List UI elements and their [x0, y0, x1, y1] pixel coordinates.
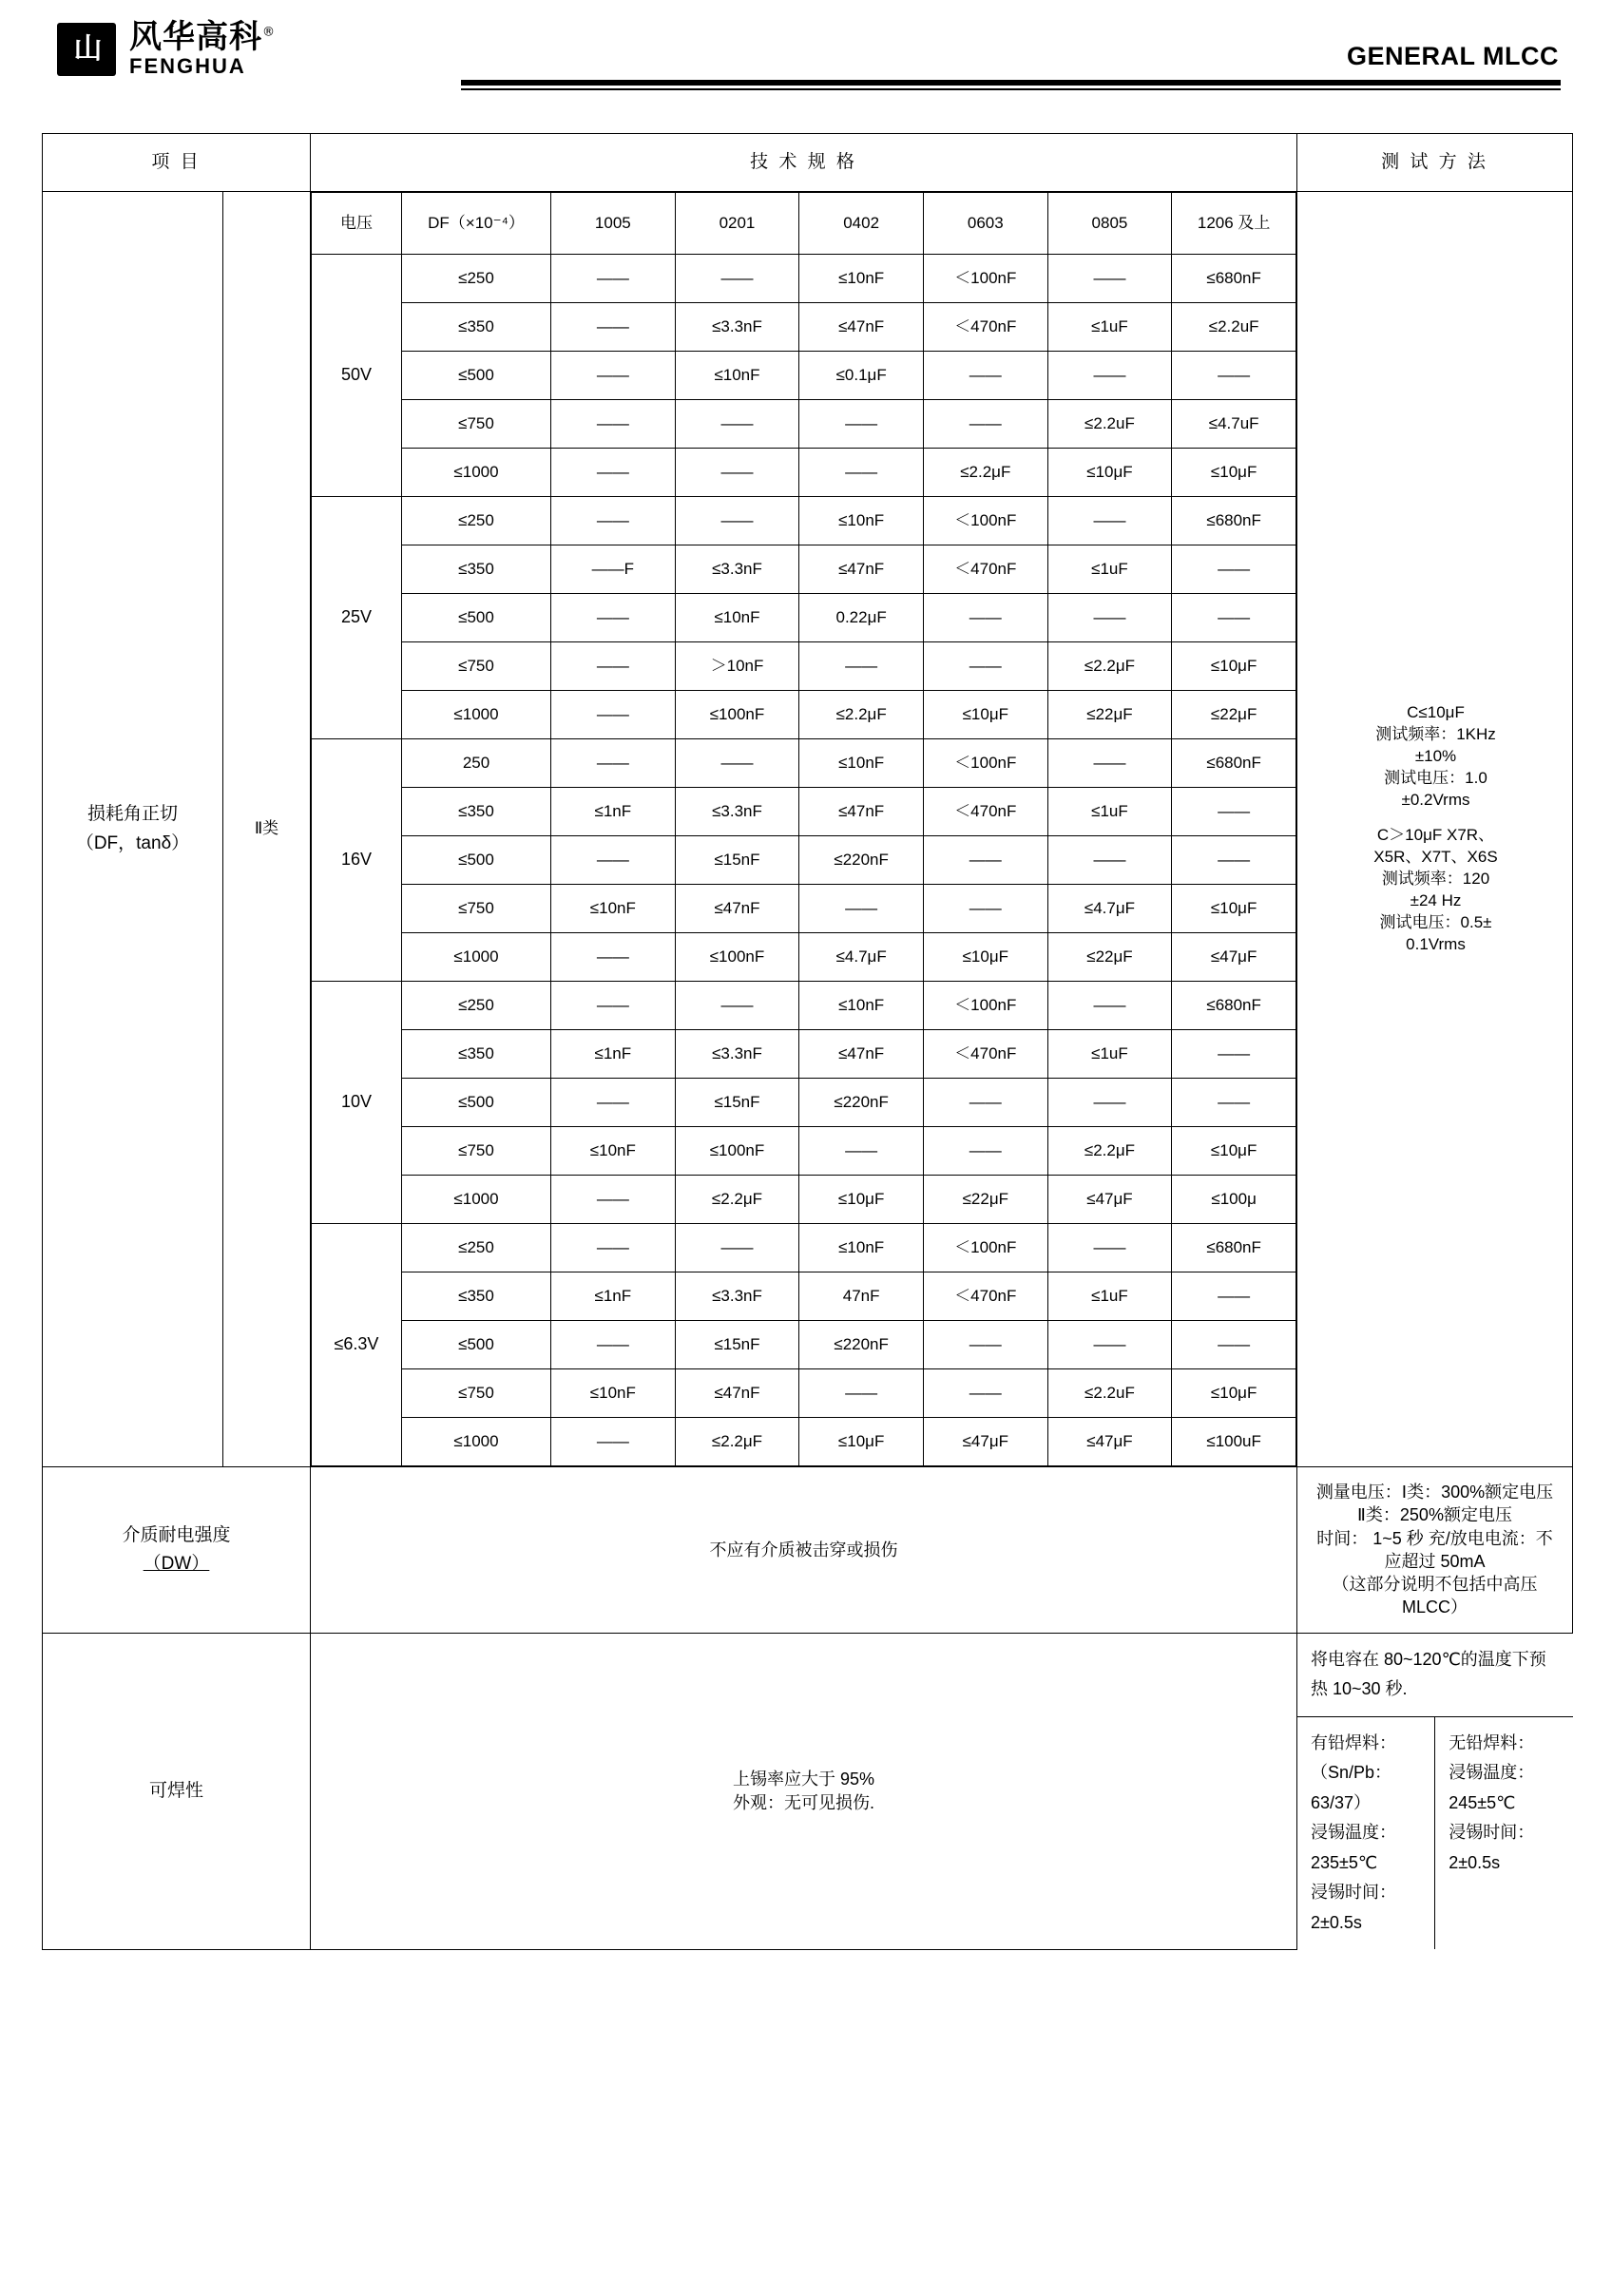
df-value-cell: ≤500: [402, 1079, 551, 1127]
df-size-cell: ≤220nF: [799, 1321, 924, 1369]
df-value-cell: ≤1000: [402, 691, 551, 739]
df-value-cell: ≤500: [402, 594, 551, 642]
df-size-cell: ——: [551, 739, 676, 788]
df-size-cell: ＜470nF: [923, 1030, 1047, 1079]
df-value-cell: ≤750: [402, 1127, 551, 1176]
df-size-cell: ≤2.2μF: [1047, 642, 1172, 691]
df-size-cell: ≤2.2μF: [675, 1176, 799, 1224]
df-size-cell: ≤10nF: [675, 352, 799, 400]
dw-item-label: 介质耐电强度 （DW）: [43, 1467, 311, 1634]
df-size-cell: ≤680nF: [1172, 739, 1296, 788]
df-size-cell: ——: [551, 1418, 676, 1466]
brand-name-en: FENGHUA: [129, 53, 246, 78]
df-value-cell: ≤350: [402, 1030, 551, 1079]
df-col-header: 0805: [1047, 193, 1172, 255]
df-size-cell: ≤3.3nF: [675, 303, 799, 352]
df-value-cell: ≤750: [402, 642, 551, 691]
df-size-cell: ——: [799, 449, 924, 497]
method-line: 无铅焊料：: [1449, 1732, 1535, 1752]
df-size-cell: ——: [923, 1369, 1047, 1418]
df-size-cell: ——: [1172, 788, 1296, 836]
df-data-row: [312, 885, 1296, 933]
df-data-row: [312, 933, 1296, 982]
df-size-cell: ——: [1047, 594, 1172, 642]
df-size-cell: ——: [1047, 836, 1172, 885]
df-size-cell: ＜470nF: [923, 1272, 1047, 1321]
dw-method-cell: [1297, 1467, 1573, 1634]
df-data-row: [312, 497, 1296, 545]
df-size-cell: ≤10μF: [1172, 885, 1296, 933]
logo-glyph: 山: [73, 31, 100, 66]
df-size-cell: ——: [551, 933, 676, 982]
df-size-cell: ≤10nF: [799, 739, 924, 788]
df-value-cell: ≤350: [402, 1272, 551, 1321]
df-size-cell: ＜470nF: [923, 788, 1047, 836]
df-col-header: 0603: [923, 193, 1047, 255]
df-value-cell: ≤1000: [402, 1418, 551, 1466]
df-size-cell: ≤47nF: [799, 788, 924, 836]
df-data-row: [312, 739, 1296, 788]
df-data-row: [312, 788, 1296, 836]
df-data-row: [312, 255, 1296, 303]
method-line: ±0.2Vrms: [1401, 791, 1470, 810]
df-size-cell: ——: [799, 1127, 924, 1176]
df-value-cell: ≤500: [402, 1321, 551, 1369]
df-size-cell: ≤10nF: [675, 594, 799, 642]
df-size-cell: ——: [675, 1224, 799, 1272]
df-data-row: [312, 691, 1296, 739]
df-size-cell: ≤47nF: [675, 885, 799, 933]
df-size-cell: ≤15nF: [675, 836, 799, 885]
df-size-cell: ≤1uF: [1047, 1030, 1172, 1079]
df-data-row: [312, 1321, 1296, 1369]
df-size-cell: ≤1uF: [1047, 1272, 1172, 1321]
df-size-cell: ≤2.2μF: [675, 1418, 799, 1466]
df-size-cell: ≤10nF: [799, 497, 924, 545]
df-size-cell: ≤680nF: [1172, 1224, 1296, 1272]
df-voltage-cell: 25V: [312, 497, 402, 739]
df-value-cell: ≤250: [402, 982, 551, 1030]
df-size-cell: ≤22μF: [1047, 691, 1172, 739]
df-size-cell: ——: [1047, 497, 1172, 545]
method-line: C＞10μF X7R、: [1376, 826, 1495, 845]
df-size-cell: ——: [923, 1321, 1047, 1369]
page-header: [38, 18, 1574, 97]
df-size-cell: ——: [799, 1369, 924, 1418]
df-size-cell: ≤2.2uF: [1047, 400, 1172, 449]
method-line: 浸锡时间：2±0.5s: [1449, 1823, 1535, 1872]
method-line: 有铅焊料：（Sn/Pb：63/37）: [1311, 1732, 1396, 1812]
df-data-row: [312, 303, 1296, 352]
df-value-cell: ≤350: [402, 788, 551, 836]
df-size-cell: ——: [1047, 1079, 1172, 1127]
df-size-cell: ——: [551, 836, 676, 885]
df-size-cell: ——: [551, 303, 676, 352]
df-size-cell: ——: [675, 982, 799, 1030]
df-size-cell: ——: [551, 449, 676, 497]
method-line: 浸锡温度：235±5℃: [1311, 1823, 1396, 1872]
df-size-cell: ——: [923, 594, 1047, 642]
df-size-cell: ≤2.2μF: [923, 449, 1047, 497]
df-size-cell: ≤1nF: [551, 1272, 676, 1321]
df-size-cell: ——: [1047, 1224, 1172, 1272]
df-size-cell: ≤10nF: [551, 1127, 676, 1176]
df-size-cell: ≤10nF: [799, 982, 924, 1030]
df-size-cell: ——F: [551, 545, 676, 594]
df-size-cell: ≤2.2μF: [1047, 1127, 1172, 1176]
df-size-cell: ——: [675, 739, 799, 788]
method-line: 测试电压：1.0: [1384, 769, 1487, 788]
df-size-cell: ——: [675, 497, 799, 545]
df-size-cell: ≤220nF: [799, 1079, 924, 1127]
df-size-cell: ≤10μF: [923, 933, 1047, 982]
solder-item-label: 可焊性: [43, 1633, 311, 1949]
df-size-cell: ——: [1172, 594, 1296, 642]
method-line: 测试电压：0.5±: [1379, 912, 1492, 931]
df-col-header: 1206 及上: [1172, 193, 1296, 255]
header-item: 项 目: [43, 134, 311, 192]
df-data-row: [312, 1176, 1296, 1224]
df-size-cell: ——: [1172, 1079, 1296, 1127]
df-size-cell: ——: [551, 982, 676, 1030]
df-size-cell: ≤10μF: [1047, 449, 1172, 497]
df-size-cell: ＜100nF: [923, 982, 1047, 1030]
df-detail-table: [311, 192, 1296, 1466]
df-size-cell: ≤10μF: [923, 691, 1047, 739]
df-size-cell: 0.22μF: [799, 594, 924, 642]
df-voltage-cell: 16V: [312, 739, 402, 982]
df-size-cell: ≤1uF: [1047, 303, 1172, 352]
df-size-cell: ≤10μF: [1172, 449, 1296, 497]
df-col-header: 0201: [675, 193, 799, 255]
solder-method-table: [1297, 1634, 1573, 1950]
df-size-cell: ≤10μF: [1172, 642, 1296, 691]
solder-preheat-text: 将电容在 80~120℃的温度下预热 10~30 秒.: [1297, 1634, 1573, 1717]
df-size-cell: ≤4.7μF: [799, 933, 924, 982]
df-size-cell: ——: [675, 449, 799, 497]
df-size-cell: ≤100nF: [675, 691, 799, 739]
df-size-cell: ——: [923, 836, 1047, 885]
solder-lead-free-text: [1435, 1716, 1573, 1949]
df-voltage-cell: ≤6.3V: [312, 1224, 402, 1466]
df-size-cell: ≤2.2uF: [1047, 1369, 1172, 1418]
df-data-row: [312, 1224, 1296, 1272]
df-size-cell: ≤47nF: [799, 545, 924, 594]
df-size-cell: ——: [923, 885, 1047, 933]
df-size-cell: ≤10nF: [799, 1224, 924, 1272]
method-line: X5R、X7T、X6S: [1373, 847, 1498, 866]
method-line: ±10%: [1414, 747, 1457, 766]
df-size-cell: ＜100nF: [923, 1224, 1047, 1272]
df-size-cell: ＜100nF: [923, 739, 1047, 788]
df-size-cell: ——: [1047, 255, 1172, 303]
df-col-header: 电压: [312, 193, 402, 255]
df-size-cell: ——: [1047, 352, 1172, 400]
df-size-cell: ≤100uF: [1172, 1418, 1296, 1466]
dw-spec-text: 不应有介质被击穿或损伤: [311, 1467, 1297, 1634]
df-size-cell: 47nF: [799, 1272, 924, 1321]
df-size-cell: ——: [1172, 836, 1296, 885]
header-divider: [461, 80, 1561, 86]
df-size-cell: ≤220nF: [799, 836, 924, 885]
df-size-cell: ≤2.2uF: [1172, 303, 1296, 352]
df-value-cell: ≤250: [402, 1224, 551, 1272]
header-spec: 技 术 规 格: [311, 134, 1297, 192]
df-data-row: [312, 449, 1296, 497]
df-size-cell: ——: [1172, 1272, 1296, 1321]
method-line: 时间： 1~5 秒 充/放电电流：不应超过 50mA: [1316, 1528, 1553, 1571]
df-value-cell: ≤350: [402, 545, 551, 594]
df-size-cell: ≤4.7μF: [1047, 885, 1172, 933]
df-value-cell: ≤750: [402, 1369, 551, 1418]
df-data-row: [312, 545, 1296, 594]
df-size-cell: ≤10nF: [799, 255, 924, 303]
registered-mark-icon: ®: [262, 25, 276, 40]
df-size-cell: ≤680nF: [1172, 497, 1296, 545]
df-size-cell: ＜470nF: [923, 545, 1047, 594]
df-data-row: [312, 1418, 1296, 1466]
df-size-cell: ≤47μF: [923, 1418, 1047, 1466]
df-size-cell: ≤10μF: [1172, 1127, 1296, 1176]
solder-leaded-text: [1297, 1716, 1435, 1949]
df-size-cell: ——: [1172, 1030, 1296, 1079]
df-col-header: 0402: [799, 193, 924, 255]
df-size-cell: ≤22μF: [1172, 691, 1296, 739]
df-size-cell: ≤47μF: [1047, 1176, 1172, 1224]
df-size-cell: ——: [1047, 739, 1172, 788]
brand-logo: [38, 18, 276, 78]
df-size-cell: ——: [551, 1321, 676, 1369]
method-line: （这部分说明不包括中高压 MLCC）: [1332, 1575, 1538, 1617]
df-size-cell: ≤100nF: [675, 933, 799, 982]
df-size-cell: ＜100nF: [923, 497, 1047, 545]
df-size-cell: ≤3.3nF: [675, 788, 799, 836]
table-header-row: [43, 134, 1573, 192]
df-data-row: [312, 836, 1296, 885]
df-size-cell: ≤4.7uF: [1172, 400, 1296, 449]
df-size-cell: ≤100nF: [675, 1127, 799, 1176]
df-size-cell: ——: [675, 400, 799, 449]
df-size-cell: ≤0.1μF: [799, 352, 924, 400]
df-size-cell: ≤47nF: [799, 303, 924, 352]
df-size-cell: ≤2.2μF: [799, 691, 924, 739]
method-spacer: [1309, 812, 1563, 825]
df-size-cell: ≤10μF: [799, 1418, 924, 1466]
df-value-cell: ≤250: [402, 497, 551, 545]
df-size-cell: ≤15nF: [675, 1079, 799, 1127]
df-size-cell: ——: [551, 594, 676, 642]
df-size-cell: ——: [551, 1224, 676, 1272]
df-data-row: [312, 982, 1296, 1030]
df-size-cell: ——: [551, 691, 676, 739]
df-size-cell: ——: [551, 1176, 676, 1224]
df-size-cell: ——: [551, 1079, 676, 1127]
df-size-cell: ≤47nF: [799, 1030, 924, 1079]
df-value-cell: ≤500: [402, 836, 551, 885]
df-size-cell: ≤1nF: [551, 1030, 676, 1079]
df-size-cell: ——: [551, 255, 676, 303]
df-size-cell: ≤680nF: [1172, 982, 1296, 1030]
df-size-cell: ——: [799, 885, 924, 933]
df-value-cell: 250: [402, 739, 551, 788]
df-data-row: [312, 352, 1296, 400]
df-size-cell: ——: [1172, 352, 1296, 400]
df-data-row: [312, 1127, 1296, 1176]
df-size-cell: ≤47nF: [675, 1369, 799, 1418]
header-method: 测 试 方 法: [1297, 134, 1573, 192]
df-value-cell: ≤1000: [402, 1176, 551, 1224]
row-solderability: [43, 1633, 1573, 1949]
df-size-cell: ——: [1047, 982, 1172, 1030]
method-line: 浸锡温度：245±5℃: [1449, 1763, 1535, 1812]
df-data-row: [312, 400, 1296, 449]
df-size-cell: ≤10nF: [551, 1369, 676, 1418]
df-size-cell: ＞10nF: [675, 642, 799, 691]
method-line: 测试频率：120: [1381, 869, 1490, 888]
df-size-cell: ——: [923, 1127, 1047, 1176]
df-voltage-cell: 50V: [312, 255, 402, 497]
df-size-cell: ——: [551, 352, 676, 400]
method-line: ±24 Hz: [1410, 890, 1462, 909]
df-data-row: [312, 642, 1296, 691]
df-value-cell: ≤750: [402, 885, 551, 933]
df-size-cell: ——: [923, 400, 1047, 449]
spec-table: [42, 133, 1573, 1950]
df-size-cell: ≤3.3nF: [675, 1272, 799, 1321]
method-line: 浸锡时间：2±0.5s: [1311, 1883, 1396, 1932]
df-value-cell: ≤750: [402, 400, 551, 449]
df-size-cell: ≤1uF: [1047, 788, 1172, 836]
df-size-cell: ≤680nF: [1172, 255, 1296, 303]
df-col-header: 1005: [551, 193, 676, 255]
df-value-cell: ≤500: [402, 352, 551, 400]
df-size-cell: ——: [1172, 545, 1296, 594]
df-size-cell: ≤3.3nF: [675, 1030, 799, 1079]
df-size-cell: ≤15nF: [675, 1321, 799, 1369]
row-df: [43, 192, 1573, 1467]
df-size-cell: ≤22μF: [1047, 933, 1172, 982]
df-size-cell: ≤47μF: [1047, 1418, 1172, 1466]
df-class-label: Ⅱ类: [223, 192, 311, 1467]
solder-spec-text: 上锡率应大于 95% 外观：无可见损伤.: [311, 1633, 1297, 1949]
brand-name-cn: 风华高科®: [129, 18, 276, 56]
df-data-row: [312, 1030, 1296, 1079]
df-data-row: [312, 1079, 1296, 1127]
df-size-cell: ——: [923, 642, 1047, 691]
df-data-row: [312, 1369, 1296, 1418]
df-spec-cell: [311, 192, 1297, 1467]
method-line: C≤10μF: [1407, 703, 1465, 722]
document-title: GENERAL MLCC: [1346, 42, 1559, 70]
df-item-label: 损耗角正切 （DF，tanδ）: [43, 192, 223, 1467]
df-size-cell: ——: [551, 400, 676, 449]
df-size-cell: ≤22μF: [923, 1176, 1047, 1224]
df-size-cell: ——: [923, 1079, 1047, 1127]
method-line: 0.1Vrms: [1406, 934, 1466, 953]
df-value-cell: ≤250: [402, 255, 551, 303]
df-size-cell: ≤3.3nF: [675, 545, 799, 594]
df-size-cell: ——: [551, 497, 676, 545]
df-voltage-cell: 10V: [312, 982, 402, 1224]
row-dielectric-strength: [43, 1467, 1573, 1634]
df-value-cell: ≤1000: [402, 933, 551, 982]
df-size-cell: ——: [799, 642, 924, 691]
df-size-cell: ——: [551, 642, 676, 691]
df-size-cell: ≤100μ: [1172, 1176, 1296, 1224]
df-size-cell: ＜470nF: [923, 303, 1047, 352]
solder-method-cell: [1297, 1633, 1573, 1949]
df-data-row: [312, 594, 1296, 642]
df-header-row: [312, 193, 1296, 255]
df-method-cell: [1297, 192, 1573, 1467]
df-size-cell: ——: [799, 400, 924, 449]
df-size-cell: ≤10μF: [1172, 1369, 1296, 1418]
df-size-cell: ＜100nF: [923, 255, 1047, 303]
df-size-cell: ——: [923, 352, 1047, 400]
df-size-cell: ≤10nF: [551, 885, 676, 933]
df-size-cell: ——: [1047, 1321, 1172, 1369]
df-size-cell: ≤10μF: [799, 1176, 924, 1224]
df-data-row: [312, 1272, 1296, 1321]
df-size-cell: ≤1nF: [551, 788, 676, 836]
method-line: 测试频率：1KHz: [1375, 725, 1496, 744]
df-size-cell: ——: [1172, 1321, 1296, 1369]
df-value-cell: ≤350: [402, 303, 551, 352]
fenghua-logo-icon: [57, 23, 116, 76]
method-line: 测量电压：Ⅰ类：300%额定电压 Ⅱ类：250%额定电压: [1315, 1483, 1554, 1525]
df-col-header: DF（×10⁻⁴）: [402, 193, 551, 255]
df-size-cell: ≤1uF: [1047, 545, 1172, 594]
df-value-cell: ≤1000: [402, 449, 551, 497]
df-size-cell: ——: [675, 255, 799, 303]
df-size-cell: ≤47μF: [1172, 933, 1296, 982]
